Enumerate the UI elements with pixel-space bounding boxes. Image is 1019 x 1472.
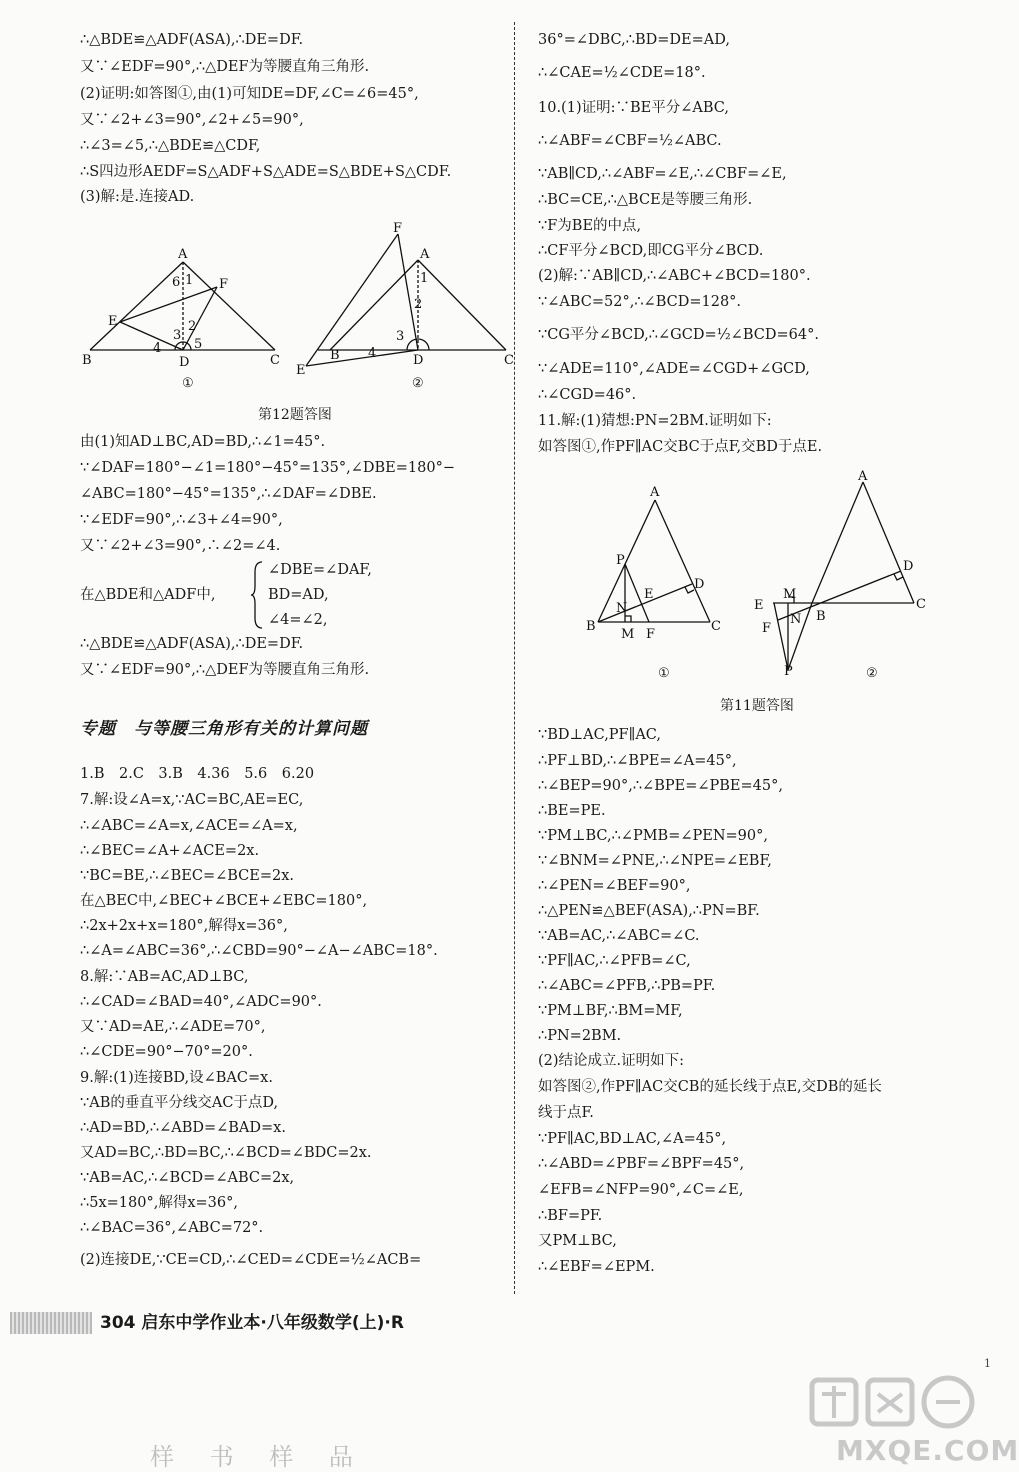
figure-caption: 第11题答图 xyxy=(720,698,794,714)
text-line: ∴∠CDE=90°−70°=20°. xyxy=(80,1044,253,1060)
segment-ac xyxy=(863,482,914,603)
svg-text:B: B xyxy=(586,619,596,634)
brace-prefix: 在△BDE和△ADF中, xyxy=(80,587,216,603)
svg-text:F: F xyxy=(219,277,229,292)
text-line: ∴BF=PF. xyxy=(538,1208,603,1224)
text-line: ∴PF⊥BD,∴∠BPE=∠A=45°, xyxy=(538,753,737,769)
text-line: 又∵∠2+∠3=90°,∠2+∠5=90°, xyxy=(80,112,304,128)
text-line: 在△BEC中,∠BEC+∠BCE+∠EBC=180°, xyxy=(80,893,368,909)
page-footer: 304 启东中学作业本·八年级数学(上)·R xyxy=(100,1313,404,1333)
text-line: 7.解:设∠A=x,∵AC=BC,AE=EC, xyxy=(80,792,304,808)
text-line: ∴BE=PE. xyxy=(538,803,606,819)
svg-text:6: 6 xyxy=(172,275,181,290)
figure-caption: 第12题答图 xyxy=(258,407,332,423)
text-line: ∴△BDE≌△ADF(ASA),∴DE=DF. xyxy=(80,32,304,48)
svg-text:3: 3 xyxy=(173,328,182,343)
figure-11-diagrams xyxy=(578,470,958,688)
text-line: ∴∠A=∠ABC=36°,∴∠CBD=90°−∠A−∠ABC=18°. xyxy=(80,943,438,959)
svg-text:M: M xyxy=(621,627,635,642)
svg-text:A: A xyxy=(650,485,660,500)
text-line: ∴5x=180°,解得x=36°, xyxy=(80,1195,238,1211)
segment-ac xyxy=(655,500,710,622)
svg-text:P: P xyxy=(616,553,625,568)
text-line: 又∵∠2+∠3=90°,∴∠2=∠4. xyxy=(80,538,281,554)
figure-12-diagram-2 xyxy=(306,234,506,366)
text-line: ∵AB的垂直平分线交AC于点D, xyxy=(80,1095,279,1111)
text-line: ∴∠BAC=36°,∠ABC=72°. xyxy=(80,1220,264,1236)
text-line: ∴∠ABD=∠PBF=∠BPF=45°, xyxy=(538,1156,745,1172)
svg-text:D: D xyxy=(694,577,705,592)
svg-text:N: N xyxy=(616,601,628,616)
figure-label-1: ① xyxy=(658,666,670,681)
figure-11-diagram-1 xyxy=(598,500,710,622)
text-line: 8.解:∵AB=AC,AD⊥BC, xyxy=(80,969,249,985)
svg-text:3: 3 xyxy=(396,329,405,344)
text-line: (2)证明:如答图①,由(1)可知DE=DF,∠C=∠6=45°, xyxy=(80,86,419,102)
text-line: ∴∠BEC=∠A+∠ACE=2x. xyxy=(80,843,260,859)
svg-text:4: 4 xyxy=(153,341,162,356)
figure-11-labels-2 xyxy=(754,469,926,679)
svg-text:2: 2 xyxy=(414,297,423,312)
svg-text:C: C xyxy=(916,597,926,612)
text-line: ∵PF∥AC,BD⊥AC,∠A=45°, xyxy=(538,1131,727,1147)
figure-12-diagram-1 xyxy=(90,262,275,350)
brace-line: ∠DBE=∠DAF, xyxy=(268,562,372,578)
text-line: ∵∠ADE=110°,∠ADE=∠CGD+∠GCD, xyxy=(538,361,810,377)
segment-ab xyxy=(90,262,183,350)
text-line: ∵BC=BE,∴∠BEC=∠BCE=2x. xyxy=(80,868,295,884)
segment-ba xyxy=(812,482,863,603)
svg-text:A: A xyxy=(858,469,868,484)
figure-12-labels-2 xyxy=(296,221,514,378)
svg-text:B: B xyxy=(82,353,92,368)
section-title: 专题 与等腰三角形有关的计算问题 xyxy=(80,719,368,739)
text-line: 9.解:(1)连接BD,设∠BAC=x. xyxy=(80,1070,273,1086)
svg-text:F: F xyxy=(762,621,772,636)
text-line: ∴△BDE≌△ADF(ASA),∴DE=DF. xyxy=(80,636,304,652)
svg-text:A: A xyxy=(420,247,430,262)
text-line: ∴∠PEN=∠BEF=90°, xyxy=(538,878,691,894)
text-line: ∴CF平分∠BCD,即CG平分∠BCD. xyxy=(538,243,764,259)
right-angle-mark xyxy=(625,616,631,622)
text-line: (2)解:∵AB∥CD,∴∠ABC+∠BCD=180°. xyxy=(538,268,811,284)
segment-pe xyxy=(774,603,788,670)
svg-text:E: E xyxy=(296,363,306,378)
text-line: ∴△PEN≌△BEF(ASA),∴PN=BF. xyxy=(538,903,760,919)
svg-text:N: N xyxy=(790,612,802,627)
text-line: 又AD=BC,∴BD=BC,∴∠BCD=∠BDC=2x. xyxy=(80,1145,372,1161)
footer-decoration xyxy=(10,1312,92,1334)
column-divider xyxy=(514,22,515,1294)
text-line: ∴PN=2BM. xyxy=(538,1028,622,1044)
svg-text:A: A xyxy=(178,247,188,262)
svg-text:4: 4 xyxy=(368,346,377,361)
svg-text:D: D xyxy=(413,353,424,368)
text-line: ∴∠EBF=∠EPM. xyxy=(538,1259,655,1275)
segment-ac-2 xyxy=(418,260,506,350)
svg-text:1: 1 xyxy=(420,271,429,286)
text-line: ∴BC=CE,∴△BCE是等腰三角形. xyxy=(538,192,753,208)
text-line: ∴∠ABF=∠CBF=½∠ABC. xyxy=(538,133,722,149)
text-line: ∵AB=AC,∴∠ABC=∠C. xyxy=(538,928,700,944)
svg-text:1: 1 xyxy=(185,273,194,288)
text-line: ∴∠CAD=∠BAD=40°,∠ADC=90°. xyxy=(80,994,322,1010)
text-line: 如答图①,作PF∥AC交BC于点F,交BD于点E. xyxy=(538,439,823,455)
brace-line: ∠4=∠2, xyxy=(268,612,328,628)
text-line: (2)结论成立.证明如下: xyxy=(538,1053,685,1069)
text-line: ∵PM⊥BC,∴∠PMB=∠PEN=90°, xyxy=(538,828,768,844)
svg-text:C: C xyxy=(711,619,721,634)
text-line: 11.解:(1)猜想:PN=2BM.证明如下: xyxy=(538,413,772,429)
text-line: 10.(1)证明:∵BE平分∠ABC, xyxy=(538,100,729,116)
svg-text:M: M xyxy=(783,587,797,602)
svg-text:B: B xyxy=(330,348,340,363)
svg-text:5: 5 xyxy=(194,337,203,352)
text-line: ∵CG平分∠BCD,∴∠GCD=½∠BCD=64°. xyxy=(538,327,819,343)
figure-11-diagram-2 xyxy=(773,482,914,670)
figure-12-diagrams xyxy=(80,221,514,400)
svg-text:D: D xyxy=(179,355,190,370)
watermark-logo-icon xyxy=(808,1372,980,1432)
watermark-url: MXQE.COM xyxy=(836,1434,1019,1467)
margin-mark: 1 xyxy=(984,1357,991,1370)
right-angle-mark xyxy=(685,587,694,593)
svg-text:D: D xyxy=(903,559,914,574)
text-line: 又∵∠EDF=90°,∴△DEF为等腰直角三角形. xyxy=(80,662,370,678)
brace-line: BD=AD, xyxy=(268,587,329,603)
text-line: ∵F为BE的中点, xyxy=(538,218,642,234)
text-line: ∴∠ABC=∠PFB,∴PB=PF. xyxy=(538,978,716,994)
text-line: ∴AD=BD,∴∠ABD=∠BAD=x. xyxy=(80,1120,286,1136)
svg-text:B: B xyxy=(816,609,826,624)
text-line: 36°=∠DBC,∴BD=DE=AD, xyxy=(538,32,730,48)
text-line: ∵PF∥AC,∴∠PFB=∠C, xyxy=(538,953,691,969)
text-line: ∴∠CAE=½∠CDE=18°. xyxy=(538,65,706,81)
svg-text:E: E xyxy=(644,587,654,602)
text-line: ∴∠3=∠5,∴△BDE≌△CDF, xyxy=(80,138,261,154)
figure-12-labels-1 xyxy=(82,247,280,370)
text-line: ∵AB=AC,∴∠BCD=∠ABC=2x, xyxy=(80,1170,295,1186)
svg-text:C: C xyxy=(270,353,280,368)
segment-ef xyxy=(120,287,217,322)
text-line: (3)解:是.连接AD. xyxy=(80,189,195,205)
text-line: ∵AB∥CD,∴∠ABF=∠E,∴∠CBF=∠E, xyxy=(538,166,787,182)
svg-text:P: P xyxy=(784,664,793,679)
text-line: ∵∠BNM=∠PNE,∴∠NPE=∠EBF, xyxy=(538,853,772,869)
svg-text:C: C xyxy=(504,353,514,368)
text-line: ∵∠DAF=180°−∠1=180°−45°=135°,∠DBE=180°− xyxy=(80,460,455,476)
left-brace xyxy=(250,560,264,630)
text-line: ∠EFB=∠NFP=90°,∠C=∠E, xyxy=(538,1182,744,1198)
text-line: ∴2x+2x+x=180°,解得x=36°, xyxy=(80,918,288,934)
text-line: ∴∠ABC=∠A=x,∠ACE=∠A=x, xyxy=(80,818,298,834)
text-line: ∴∠BEP=90°,∴∠BPE=∠PBE=45°, xyxy=(538,778,783,794)
text-line: ∵∠EDF=90°,∴∠3+∠4=90°, xyxy=(80,512,283,528)
svg-text:E: E xyxy=(754,598,764,613)
figure-label-1: ① xyxy=(182,376,194,391)
text-line: ∴S四边形AEDF=S△ADF+S△ADE=S△BDE+S△CDF. xyxy=(80,164,452,180)
segment-ed-2 xyxy=(306,350,418,366)
text-line: 又PM⊥BC, xyxy=(538,1233,617,1249)
text-line: 线于点F. xyxy=(538,1105,594,1121)
text-line: 如答图②,作PF∥AC交CB的延长线于点E,交DB的延长 xyxy=(538,1079,882,1095)
text-line: 由(1)知AD⊥BC,AD=BD,∴∠1=45°. xyxy=(80,434,326,450)
svg-text:F: F xyxy=(646,627,656,642)
text-line: ∴∠CGD=46°. xyxy=(538,387,637,403)
text-line: ∵∠ABC=52°,∴∠BCD=128°. xyxy=(538,294,742,310)
text-line: ∵PM⊥BF,∴BM=MF, xyxy=(538,1003,683,1019)
text-line: 又∵AD=AE,∴∠ADE=70°, xyxy=(80,1019,266,1035)
figure-label-2: ② xyxy=(866,666,878,681)
text-line: (2)连接DE,∵CE=CD,∴∠CED=∠CDE=½∠ACB= xyxy=(80,1252,422,1268)
text-line: ∠ABC=180°−45°=135°,∴∠DAF=∠DBE. xyxy=(80,486,377,502)
text-line: ∵BD⊥AC,PF∥AC, xyxy=(538,727,661,743)
svg-text:E: E xyxy=(108,314,118,329)
svg-text:F: F xyxy=(393,221,403,236)
answer-line: 1.B 2.C 3.B 4.36 5.6 6.20 xyxy=(80,766,315,782)
text-line: 又∵∠EDF=90°,∴△DEF为等腰直角三角形. xyxy=(80,59,370,75)
figure-label-2: ② xyxy=(412,376,424,391)
svg-text:2: 2 xyxy=(188,319,197,334)
bottom-stamp: 样 书 样 品 xyxy=(150,1443,367,1471)
segment-fe xyxy=(306,234,398,366)
